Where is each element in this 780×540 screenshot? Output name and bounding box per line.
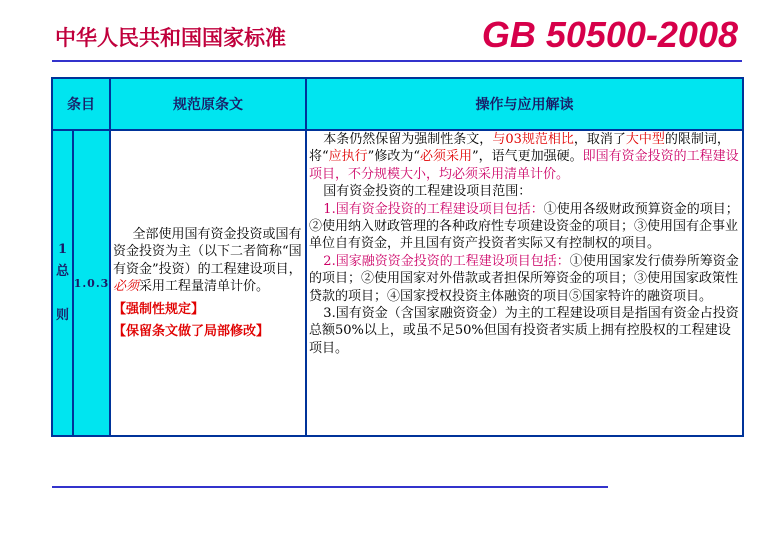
column-header-interpretation: 操作与应用解读	[307, 79, 742, 131]
standard-code: GB 50500-2008	[481, 14, 738, 55]
original-clause	[111, 131, 307, 435]
column-header-original: 规范原条文	[111, 79, 307, 131]
clause-table	[51, 77, 744, 437]
standard-title: 中华人民共和国国家标准	[55, 26, 286, 50]
chapter-label	[53, 131, 74, 435]
revision-note: 【保留条文做了局部修改】	[113, 324, 270, 339]
interp-paragraph-3: 1.国有资金投资的工程建设项目包括：①使用各级财政预算资金的项目；②使用纳入财政管理的各种政府性专项建设资金的项目；③使用国有企事业单位自有资金，并且国有资产投资者实际又有控制权的项目。	[309, 201, 739, 252]
interp-paragraph-2: 国有资金投资的工程建设项目范围：	[323, 184, 532, 200]
chapter-char-2: 则	[55, 308, 69, 323]
original-clause-text: 全部使用国有资金投资或国有资金投资为主（以下二者简称“国有资金”投资）的工程建设项目，必须采用工程量清单计价。	[113, 226, 302, 294]
clause-number: 1.0.3	[74, 131, 111, 435]
interp-paragraph-1: 本条仍然保留为强制性条文，与03规范相比，取消了大中型的限制词，将“应执行”修改为“必须采用”，语气更加强硬。即国有资金投资的工程建设项目，不分规模大小，均必须采用清单计价。	[309, 132, 739, 182]
chapter-number: 1	[57, 242, 68, 257]
footer-divider	[52, 486, 608, 488]
interp-paragraph-4: 2.国家融资资金投资的工程建设项目包括：①使用国家发行债券所筹资金的项目；②使用国家对外借款或者担保所筹资金的项目；③使用国家政策性贷款的项目；④国家授权投资主体融资的项目⑤国家特许的融资项目。	[309, 253, 739, 304]
interp-paragraph-5: 3.国有资金（含国家融资资金）为主的工程建设项目是指国有资金占投资总额50%以上，或虽不足50%但国有投资者实质上拥有控股权的工程建设项目。	[309, 306, 739, 356]
column-header-item: 条目	[53, 79, 111, 131]
mandatory-note: 【强制性规定】	[113, 301, 205, 317]
chapter-char-1: 总	[55, 264, 69, 279]
header-divider	[52, 60, 742, 62]
interpretation	[307, 131, 742, 435]
